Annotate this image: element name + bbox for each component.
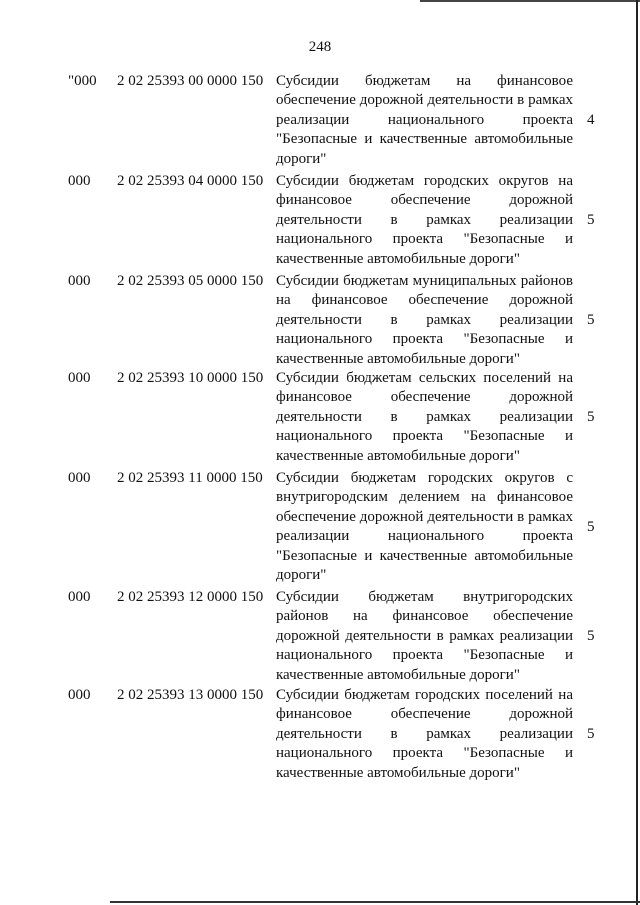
income-description [276,272,573,369]
description-line: районов на финансовое обеспечение [276,608,573,625]
description-line: обеспечение дорожной деятельности в рамках [276,508,573,525]
budget-classification-code: 2 02 25393 12 0000 150 [117,589,264,605]
income-description [276,588,573,685]
amount-value: 4 [587,111,595,128]
admin-code: 000 [68,470,91,486]
description-line: "Безопасные и качественные автомобильные [276,131,573,148]
income-description [276,369,573,466]
description-line: Субсидии бюджетам муниципальных районов [276,273,573,289]
description-line: дороги" [276,567,327,584]
description-line: национального проекта "Безопасные и [276,745,573,762]
budget-classification-code: 2 02 25393 05 0000 150 [117,273,264,289]
description-line: финансовое обеспечение дорожной [276,192,573,209]
description-line: национального проекта "Безопасные и [276,428,573,445]
amount-value: 5 [587,518,595,535]
description-line: Субсидии бюджетам внутригородских [276,589,573,605]
description-line: "Безопасные и качественные автомобильные [276,547,573,564]
description-line: деятельности в рамках реализации [276,311,573,328]
description-line: качественные автомобильные дороги" [276,250,520,267]
description-line: реализации национального проекта [276,111,573,128]
description-line: на финансовое обеспечение дорожной [276,292,573,309]
description-line: дороги" [276,150,327,167]
scan-edge-right [636,0,638,905]
description-line: финансовое обеспечение дорожной [276,706,573,723]
admin-code: 000 [68,687,91,703]
budget-classification-code: 2 02 25393 00 0000 150 [117,73,264,89]
page-number: 248 [308,39,332,55]
description-line: реализации национального проекта [276,528,573,545]
description-line: качественные автомобильные дороги" [276,666,520,683]
description-line: качественные автомобильные дороги" [276,764,520,781]
amount-value: 5 [587,311,595,328]
scan-edge-bottom [110,901,640,903]
income-description [276,686,573,783]
scan-edge-top [420,0,640,2]
amount-value: 5 [587,408,595,425]
description-line: Субсидии бюджетам на финансовое [276,73,573,89]
description-line: деятельности в рамках реализации [276,725,573,742]
description-line: Субсидии бюджетам городских округов с [276,470,573,486]
description-line: финансовое обеспечение дорожной [276,389,573,406]
budget-classification-code: 2 02 25393 11 0000 150 [117,470,263,486]
description-line: дорожной деятельности в рамках реализации [276,627,573,644]
amount-value: 5 [587,211,595,228]
description-line: Субсидии бюджетам городских округов на [276,173,573,189]
description-line: внутригородским делением на финансовое [276,489,573,506]
income-description [276,72,573,169]
description-line: качественные автомобильные дороги" [276,447,520,464]
description-line: деятельности в рамках реализации [276,408,573,425]
admin-code: "000 [68,73,97,89]
income-description [276,469,573,585]
admin-code: 000 [68,273,91,289]
description-line: обеспечение дорожной деятельности в рамках [276,92,573,109]
admin-code: 000 [68,370,91,386]
admin-code: 000 [68,173,91,189]
budget-classification-code: 2 02 25393 04 0000 150 [117,173,264,189]
description-line: деятельности в рамках реализации [276,211,573,228]
income-description [276,172,573,269]
description-line: Субсидии бюджетам городских поселений на [276,687,573,703]
description-line: качественные автомобильные дороги" [276,350,520,367]
amount-value: 5 [587,725,595,742]
amount-value: 5 [587,627,595,644]
description-line: национального проекта "Безопасные и [276,647,573,664]
description-line: национального проекта "Безопасные и [276,331,573,348]
admin-code: 000 [68,589,91,605]
budget-classification-code: 2 02 25393 13 0000 150 [117,687,264,703]
budget-classification-code: 2 02 25393 10 0000 150 [117,370,264,386]
description-line: национального проекта "Безопасные и [276,231,573,248]
description-line: Субсидии бюджетам сельских поселений на [276,370,573,386]
